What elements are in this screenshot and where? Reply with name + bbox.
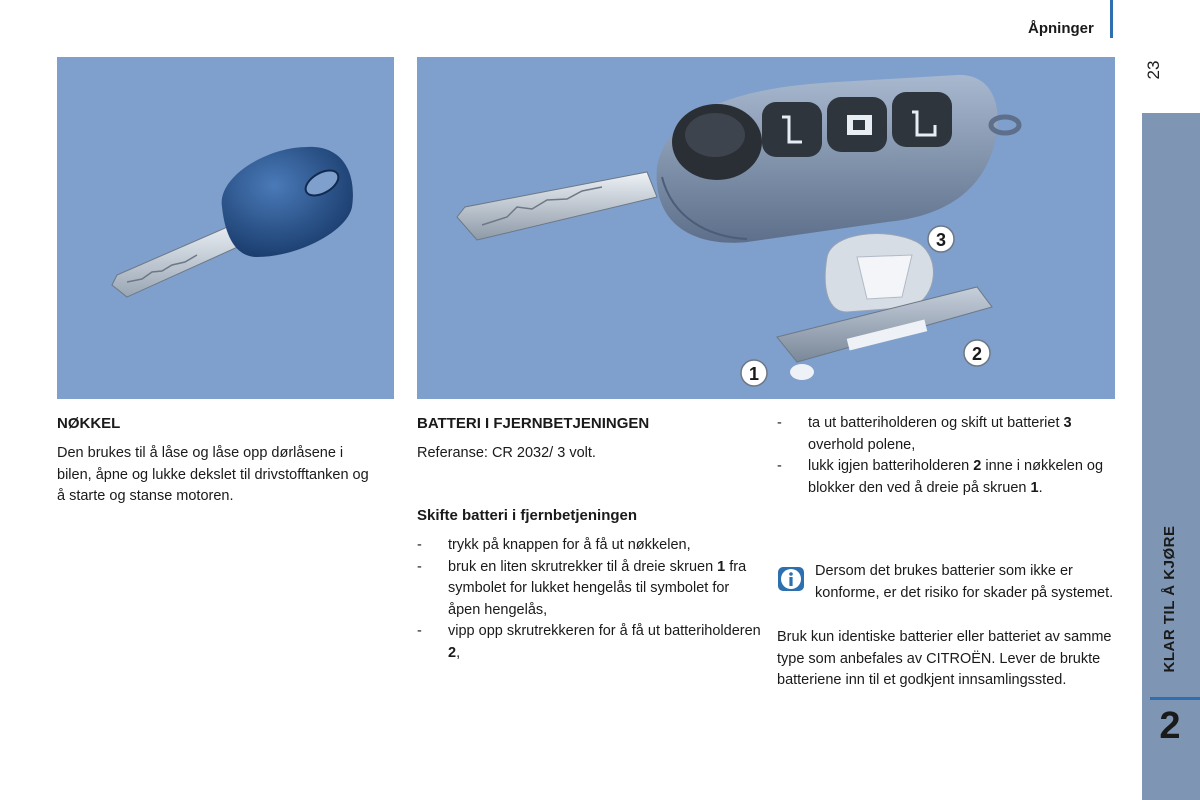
header-accent-bar <box>1110 0 1113 38</box>
bullet-dash: - <box>417 558 422 575</box>
step-text: ta ut batteriholderen og skift ut batteriet <box>808 415 1064 431</box>
step-reference-number: 2 <box>973 458 982 474</box>
step-text: fra symbolet for lukket hengelås til symbolet for åpen hengelås, <box>448 558 747 618</box>
step-text: , <box>456 644 461 661</box>
callout-3-label: 3 <box>935 230 947 250</box>
info-note: Dersom det brukes batterier som ikke er konforme, er det risiko for skader på systemet. <box>815 563 1114 601</box>
bullet-dash: - <box>417 537 422 553</box>
bullet-dash: - <box>777 458 782 474</box>
callout-2 <box>964 340 990 366</box>
step-text: trykk på knappen for å få ut nøkkelen, <box>448 537 691 553</box>
callout-3 <box>928 226 954 252</box>
battery-reference: Referanse: CR 2032/ 3 volt. <box>417 445 596 461</box>
step-text: . <box>1038 479 1043 496</box>
list-item <box>777 413 1117 456</box>
step-text: bruk en liten skrutrekker til å dreie skruen <box>448 558 718 575</box>
callout-2-label: 2 <box>971 344 983 364</box>
remote-illustration <box>417 57 1115 399</box>
chapter-title: KLAR TIL Å KJØRE <box>1161 525 1178 673</box>
section-title: Åpninger <box>1028 20 1094 37</box>
step-text: vipp opp skrutrekkeren for å få ut batteriholderen <box>448 623 761 639</box>
step-reference-number: 3 <box>1063 415 1072 431</box>
info-icon <box>777 566 805 592</box>
chapter-number: 2 <box>1159 705 1181 747</box>
battery-heading: BATTERI I FJERNBETJENINGEN <box>417 415 650 432</box>
key-illustration <box>57 57 394 399</box>
step-text: overhold polene, <box>808 436 916 453</box>
replace-battery-steps <box>777 413 1117 499</box>
remote-drawing <box>417 57 1115 399</box>
disposal-note: Bruk kun identiske batterier eller batteriet av samme type som anbefales av CITROËN. Lever de brukte batteriene inn til et godkjent innsamlingssted. <box>777 629 1112 688</box>
change-battery-steps <box>417 535 762 664</box>
step-reference-number: 2 <box>448 644 457 661</box>
key-heading: NØKKEL <box>57 415 121 432</box>
list-item <box>417 557 762 622</box>
step-reference-number: 1 <box>1030 479 1039 496</box>
bullet-dash: - <box>417 623 422 639</box>
step-reference-number: 1 <box>717 558 726 575</box>
step-text: inne i nøkkelen og blokker den ved å dreie på skruen <box>808 458 1104 496</box>
page-number: 23 <box>1144 60 1163 80</box>
key-drawing <box>57 57 394 399</box>
key-description: Den brukes til å låse og låse opp dørlåsene i bilen, åpne og lukke dekslet til drivstofftanken og å starte og stanse motoren. <box>57 445 369 504</box>
change-battery-subheading: Skifte batteri i fjernbetjeningen <box>417 507 638 524</box>
step-text: lukk igjen batteriholderen <box>808 458 974 474</box>
callout-1 <box>741 360 767 386</box>
bullet-dash: - <box>777 415 782 431</box>
chapter-divider <box>1150 697 1200 700</box>
callout-1-label: 1 <box>748 364 760 384</box>
list-item <box>417 535 762 557</box>
list-item <box>777 456 1117 499</box>
list-item <box>417 621 762 664</box>
